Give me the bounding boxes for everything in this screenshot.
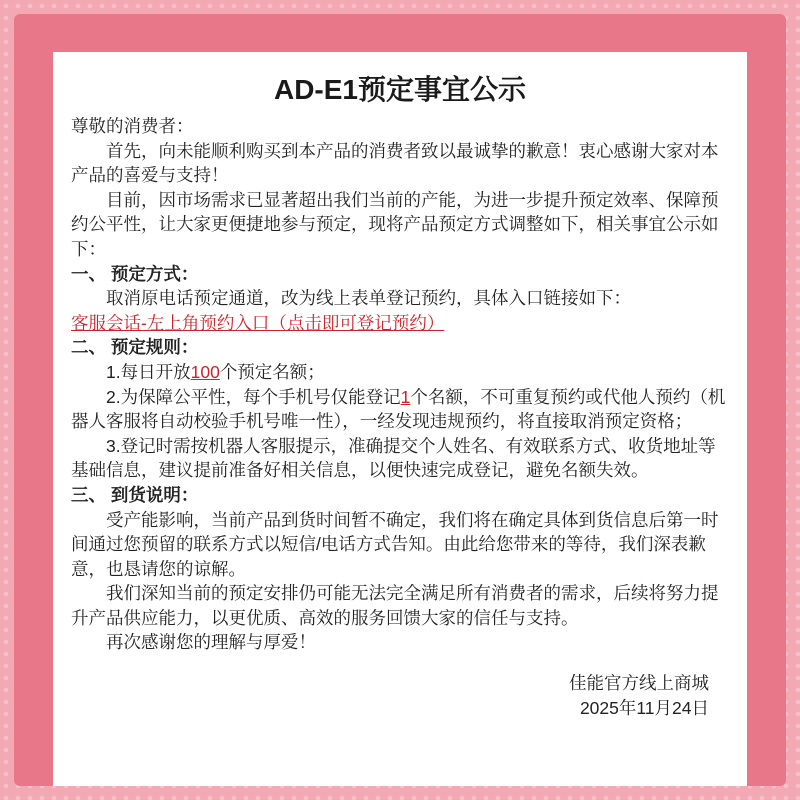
notice-date: 2025年11月24日 [579, 697, 709, 718]
thanks-line: 再次感谢您的理解与厚爱！ [106, 632, 316, 653]
reason-paragraph: 目前，因市场需求已显著超出我们当前的产能，为进一步提升预定效率、保障预约公平性，让大家更便捷地参与预定，现将产品预定方式调整如下，相关事宜公示如下： [71, 189, 719, 259]
rule-1-number: 100 [190, 361, 220, 382]
rule-2-post: 个名额，不可重复预约或代他人预约（机器人客服将自动校验手机号唯一性），一经发现违规预约，将直接取消预定资格； [71, 386, 726, 432]
section-heading-delivery: 三、 到货说明： [71, 484, 199, 505]
reservation-entry-link[interactable]: 客服会话-左上角预约入口（点击即可登记预约） [71, 312, 445, 333]
rule-1 [71, 360, 729, 385]
greeting: 尊敬的消费者： [71, 116, 194, 136]
rule-2-number: 1 [400, 386, 411, 407]
method-text: 取消原电话预定通道，改为线上表单登记预约，具体入口链接如下： [106, 288, 631, 309]
signature: 佳能官方线上商城 [569, 673, 709, 694]
apology-paragraph: 首先，向未能顺利购买到本产品的消费者致以最诚挚的歉意！衷心感谢大家对本产品的喜爱与支持！ [71, 140, 719, 186]
notice-card [53, 52, 747, 786]
closing-paragraph: 我们深知当前的预定安排仍可能无法完全满足所有消费者的需求，后续将努力提升产品供应能力，以更优质、高效的服务回馈大家的信任与支持。 [71, 583, 719, 628]
rule-1-pre: 1.每日开放 [106, 361, 191, 382]
rule-3: 3.登记时需按机器人客服提示，准确提交个人姓名、有效联系方式、收货地址等基础信息，建议提前准备好相关信息，以便快速完成登记，避免名额失效。 [71, 435, 716, 481]
rule-2 [71, 385, 729, 434]
rule-1-post: 个预定名额； [219, 361, 325, 382]
notice-title: AD-E1预定事宜公示 [273, 74, 526, 105]
section-heading-method: 一、 预定方式： [71, 263, 199, 284]
delivery-text: 受产能影响，当前产品到货时间暂不确定，我们将在确定具体到货信息后第一时间通过您预留的联系方式以短信/电话方式告知。由此给您带来的等待，我们深表歉意，也恳请您的谅解。 [71, 509, 719, 579]
rule-2-pre: 2.为保障公平性，每个手机号仅能登记 [106, 386, 401, 407]
section-heading-rules: 二、 预定规则： [71, 337, 199, 358]
